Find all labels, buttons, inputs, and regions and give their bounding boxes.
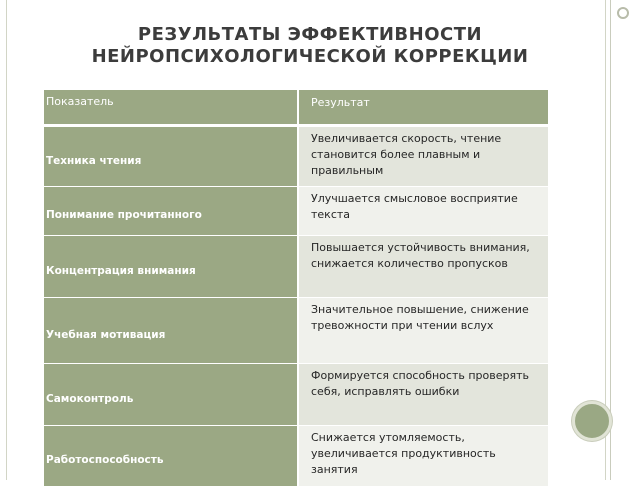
table-row (44, 187, 548, 236)
row-indicator: Работоспособность (44, 426, 298, 486)
header-indicator: Показатель (44, 90, 298, 126)
decorative-circle-large (572, 401, 612, 441)
decorative-circle-small (617, 7, 629, 19)
row-indicator: Самоконтроль (44, 364, 298, 426)
slide-title-line-2: НЕЙРОПСИХОЛОГИЧЕСКОЙ КОРРЕКЦИИ (91, 46, 529, 67)
table-row (44, 236, 548, 298)
header-result: Результат (298, 90, 548, 126)
row-indicator: Учебная мотивация (44, 298, 298, 364)
table-row (44, 298, 548, 364)
row-result: Снижается утомляемость, увеличивается продуктивность занятия (298, 426, 548, 486)
results-table (44, 90, 548, 486)
slide-title-line-1: РЕЗУЛЬТАТЫ ЭФФЕКТИВНОСТИ (137, 24, 483, 45)
table-row (44, 126, 548, 187)
row-result: Улучшается смысловое восприятие текста (298, 187, 548, 236)
row-indicator: Техника чтения (44, 126, 298, 187)
slide-title (40, 24, 580, 68)
row-result: Увеличивается скорость, чтение становится более плавным и правильным (298, 126, 548, 187)
row-result: Значительное повышение, снижение тревожности при чтении вслух (298, 298, 548, 364)
table-row (44, 426, 548, 486)
row-indicator: Концентрация внимания (44, 236, 298, 298)
table-row (44, 364, 548, 426)
row-indicator: Понимание прочитанного (44, 187, 298, 236)
row-result: Формируется способность проверять себя, исправлять ошибки (298, 364, 548, 426)
row-result: Повышается устойчивость внимания, снижается количество пропусков (298, 236, 548, 298)
table-header-row (44, 90, 548, 126)
